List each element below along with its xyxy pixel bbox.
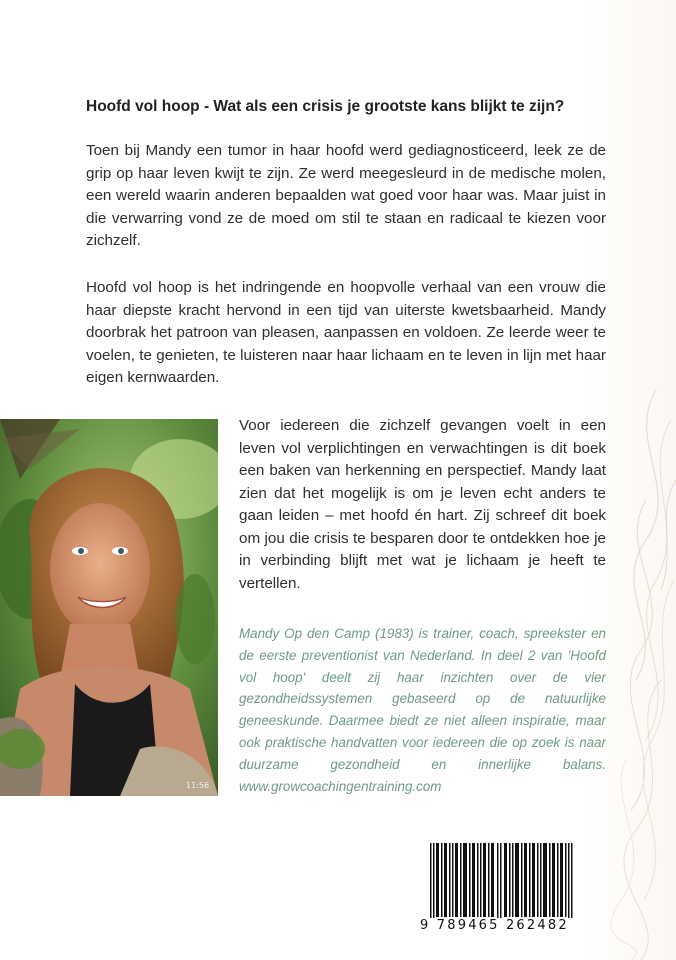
blurb-paragraph-1: Toen bij Mandy een tumor in haar hoofd werd gediagnosticeerd, leek ze de grip op haar leven kwijt te zijn. Ze werd meegesleurd in de medische molen, een wereld waarin anderen bepaalden wat goed voor haar was. Maar juist in die verwarring vond ze de moed om stil te staan en radicaal te kiezen voor zichzelf. xyxy=(86,142,606,249)
book-headline: Hoofd vol hoop - Wat als een crisis je grootste kans blijkt te zijn? xyxy=(86,98,565,115)
author-photo xyxy=(0,419,218,796)
barcode-bars xyxy=(430,843,580,929)
author-bio: Mandy Op den Camp (1983) is trainer, coach, spreekster en de eerste preventionist van Nederland. In deel 2 van 'Hoofd vol hoop' deelt zij haar inzichten over de vier gezondheidssystemen gebaseerd op de natuurlijke geneeskunde. Daarmee biedt ze niet alleen inspiratie, maar ook praktische handvatten voor iedereen die op zoek is naar duurzame gezondheid en innerlijke balans. www.growcoachingentraining.com xyxy=(239,626,606,794)
isbn-number: 9 789465 262482 xyxy=(420,918,580,933)
blurb-paragraph-3: Voor iedereen die zichzelf gevangen voelt in een leven vol verplichtingen en verwachtingen is dit boek een baken van herkenning en perspectief. Mandy laat zien dat het mogelijk is om je leven echt anders te gaan leiden – met hoofd én hart. Zij schreef dit boek om jou die crisis te besparen door te ontdekken hoe je in verbinding blijft met wat je lichaam je heeft te vertellen. xyxy=(239,417,606,592)
photo-timestamp: 11:56 xyxy=(186,781,210,790)
blurb-paragraph-2: Hoofd vol hoop is het indringende en hoopvolle verhaal van een vrouw die haar diepste kracht hervond in een tijd van uiterste kwetsbaarheid. Mandy doorbrak het patroon van pleasen, aanpassen en voldoen. Ze leerde weer te voelen, te genieten, te luisteren naar haar lichaam en te leven in lijn met haar eigen kernwaarden. xyxy=(86,279,606,386)
